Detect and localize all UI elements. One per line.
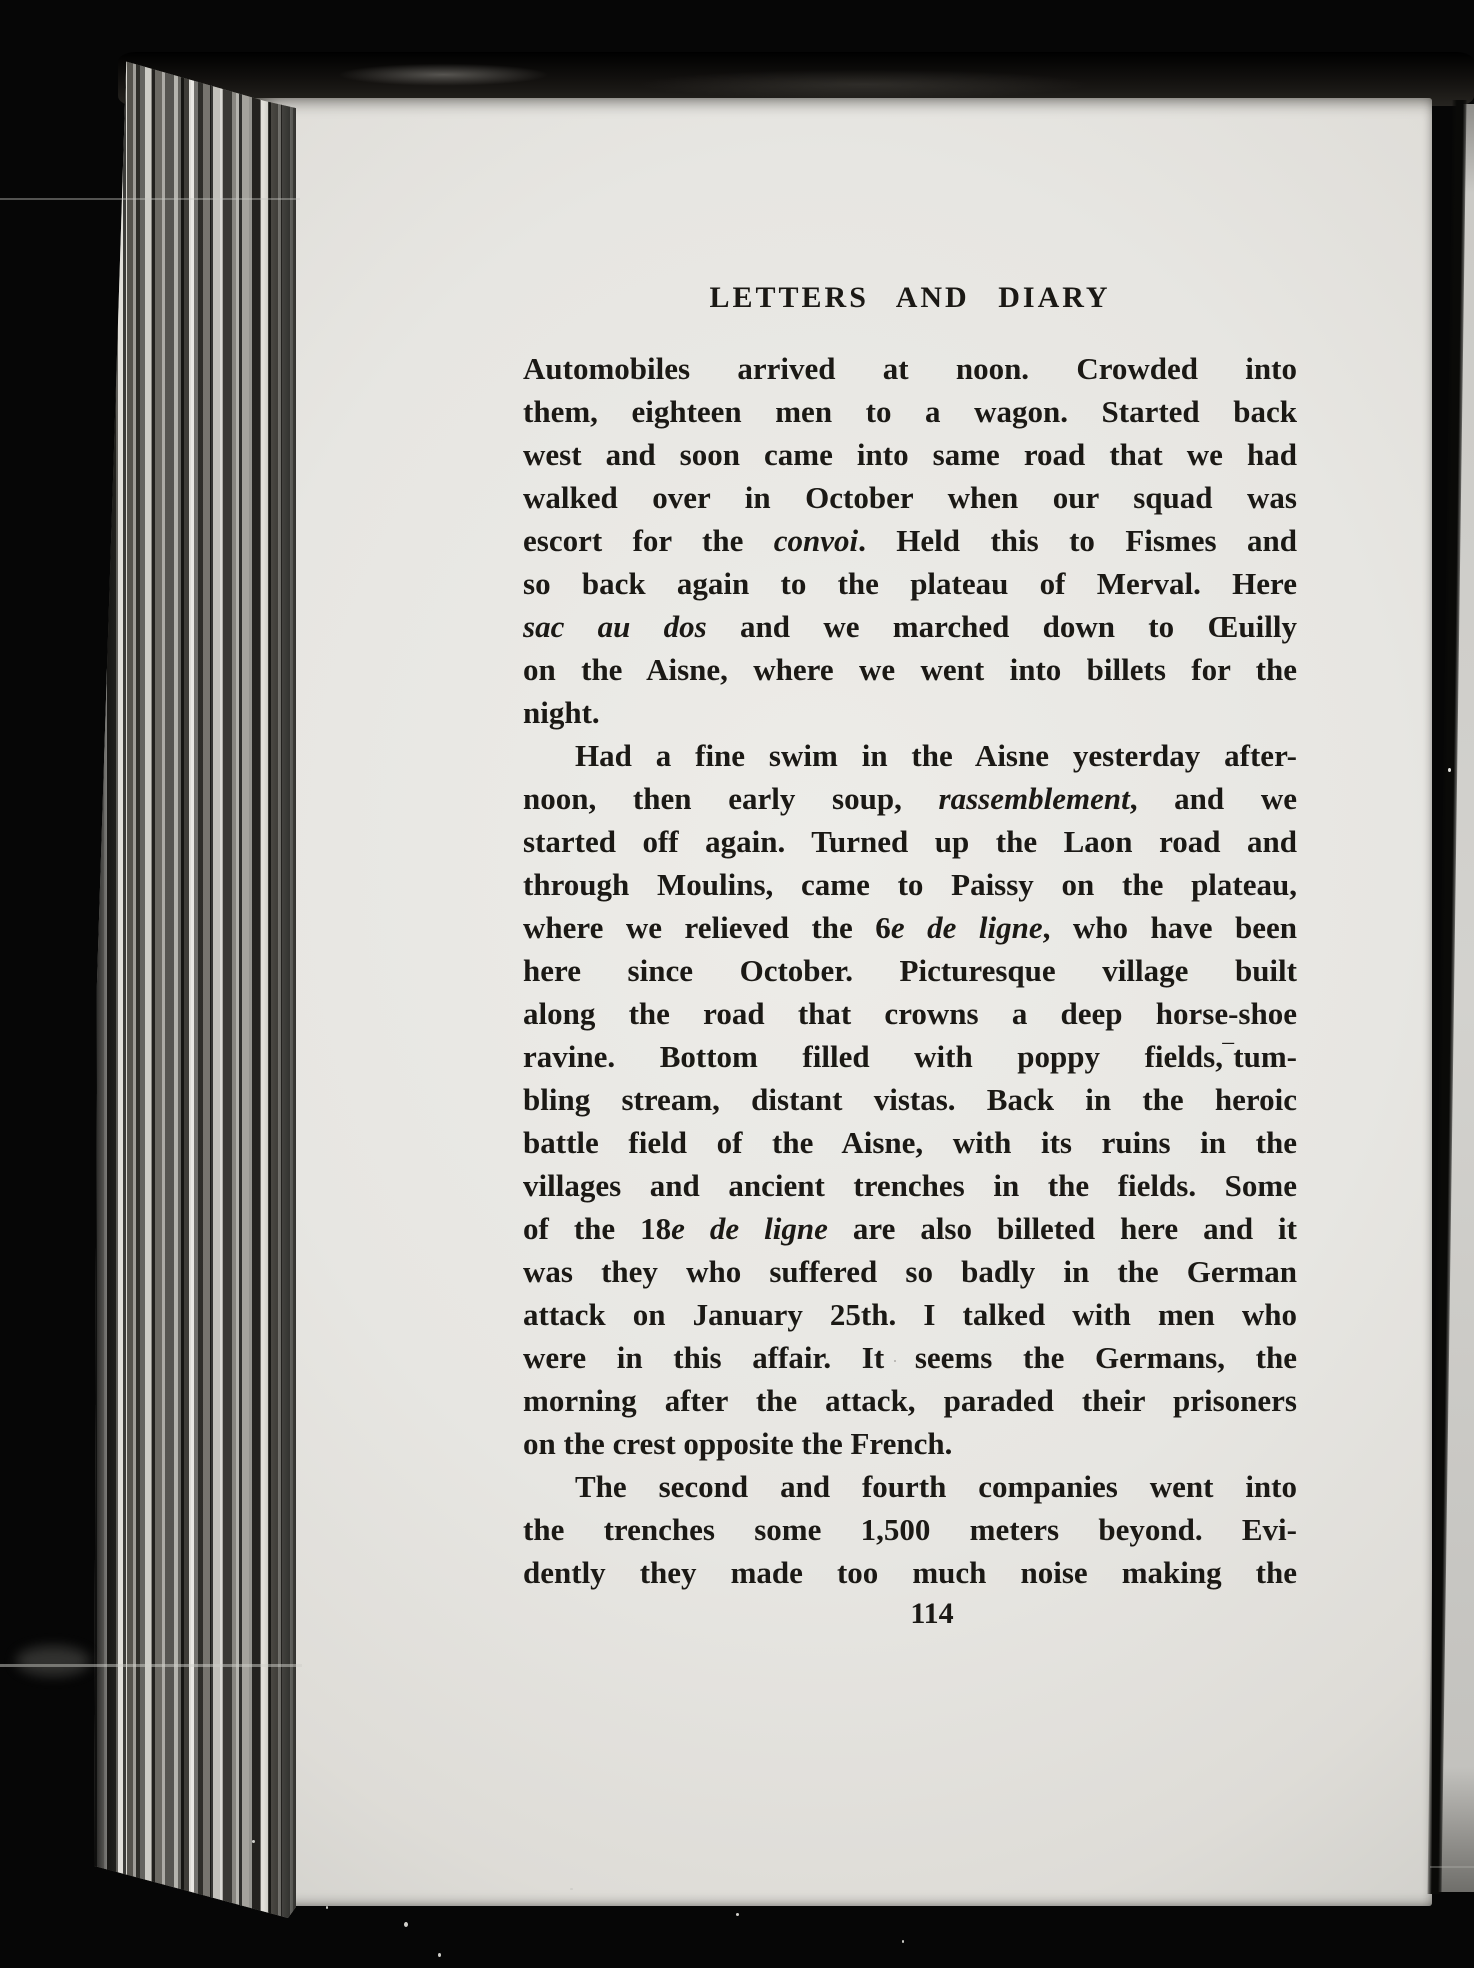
- text-line: sac au dos and we marched down to Œuilly: [523, 609, 1297, 644]
- text-line: dently they made too much noise making the: [523, 1555, 1297, 1590]
- text-line: ravine. Bottom filled with poppy fields,‾tum-: [523, 1039, 1297, 1074]
- scan-artifact-blob: [16, 1646, 90, 1676]
- text-line: here since October. Picturesque village built: [523, 953, 1297, 988]
- dust-speck: [736, 1913, 739, 1916]
- book-stacked-page-edges: [94, 56, 296, 1918]
- text-line: bling stream, distant vistas. Back in the heroic: [523, 1082, 1297, 1117]
- dust-speck: [902, 1940, 904, 1943]
- running-header: LETTERS AND DIARY: [709, 281, 1111, 314]
- text-line: villages and ancient trenches in the fields. Some: [523, 1168, 1297, 1203]
- text-line: Had a fine swim in the Aisne yesterday after-: [575, 738, 1297, 773]
- text-line: morning after the attack, paraded their prisoners: [523, 1383, 1297, 1418]
- text-line: along the road that crowns a deep horse-shoe: [523, 996, 1297, 1031]
- text-line: started off again. Turned up the Laon road and: [523, 824, 1297, 859]
- text-line: them, eighteen men to a wagon. Started back: [523, 394, 1297, 429]
- text-line: on the crest opposite the French.: [523, 1426, 953, 1461]
- body-text: [523, 347, 1297, 1594]
- text-line: Automobiles arrived at noon. Crowded into: [523, 351, 1297, 386]
- text-line: battle field of the Aisne, with its ruins in the: [523, 1125, 1297, 1160]
- paper-speck: [894, 1360, 896, 1362]
- text-line: The second and fourth companies went into: [575, 1469, 1297, 1504]
- dust-speck: [1448, 768, 1451, 772]
- text-line: so back again to the plateau of Merval. Here: [523, 566, 1297, 601]
- text-line: west and soon came into same road that we had: [523, 437, 1297, 472]
- text-line: walked over in October when our squad was: [523, 480, 1297, 515]
- text-line: where we relieved the 6e de ligne, who have been: [523, 910, 1297, 945]
- dust-speck: [438, 1953, 441, 1957]
- dust-speck: [252, 1840, 255, 1843]
- page-number: 114: [910, 1597, 954, 1630]
- text-line: on the Aisne, where we went into billets for the: [523, 652, 1297, 687]
- text-line: were in this affair. It seems the Germans, the: [523, 1340, 1297, 1375]
- text-line: through Moulins, came to Paissy on the plateau,: [523, 867, 1297, 902]
- scan-artifact-line: [0, 198, 300, 200]
- scan-artifact-line: [1430, 1866, 1474, 1868]
- text-line: night.: [523, 695, 600, 730]
- text-line: was they who suffered so badly in the German: [523, 1254, 1297, 1289]
- text-line: noon, then early soup, rassemblement, and we: [523, 781, 1297, 816]
- text-line: the trenches some 1,500 meters beyond. Evi-: [523, 1512, 1297, 1547]
- dust-speck: [326, 1906, 328, 1909]
- text-line: attack on January 25th. I talked with men who: [523, 1297, 1297, 1332]
- text-line: of the 18e de ligne are also billeted here and it: [523, 1211, 1297, 1246]
- text-line: escort for the convoi. Held this to Fismes and: [523, 523, 1297, 558]
- dust-speck: [404, 1922, 408, 1927]
- book-page: [254, 98, 1432, 1906]
- dust-speck: [570, 1888, 573, 1890]
